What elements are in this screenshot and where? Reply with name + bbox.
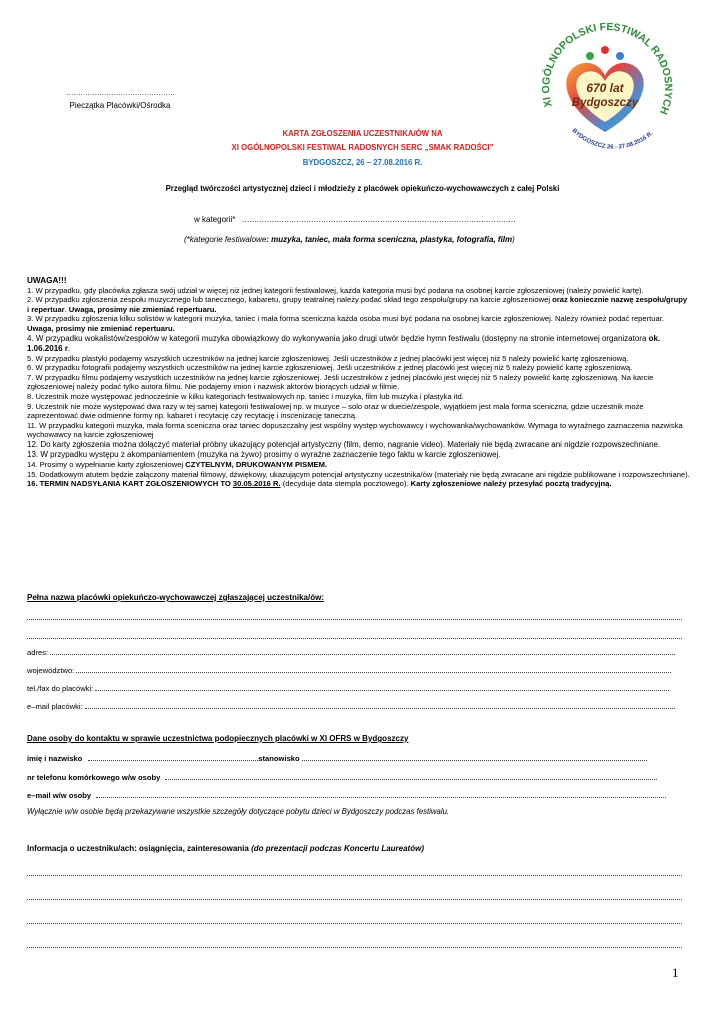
notice-p15: 15. Dodatkowym atutem będzie załączony materiał filmowy, dźwiękowy, ukazującym potencjał artystyczny uczestnika/ów (materiały nie będą zwracane ani nigdzie publikowane i rozpowszechniane). [27, 469, 690, 479]
logo-inner-line2: Bydgoszczy [571, 97, 639, 109]
stamp-block [55, 88, 185, 110]
stamp-dots: ………………………………………. [65, 88, 175, 97]
notice-p12: 12. Do karty zgłoszenia można dołączyć materiał próbny ukazujący potencjał artystyczny (film, demo, nagranie video). Materiały nie będą zwracane ani nigdzie rozpowszechniane. [27, 439, 661, 449]
form-title-line2: XI OGÓLNOPOLSKI FESTIWAL RADOSNYCH SERC „SMAK RADOŚCI” [231, 143, 494, 152]
notice-p11: 11. W przypadku kategorii muzyka, mała forma sceniczna oraz taniec dopuszczalny jest wspólny występ wychowawcy i wychowanka/wychowanków. Wymaga to wyraźnego zaznaczenia nazwiska wychowawcy na karcie zgłoszeniowej [27, 420, 683, 440]
figure-icon [601, 46, 609, 54]
info-line-4[interactable] [27, 947, 682, 948]
notice-p16: 16. TERMIN NADSYŁANIA KART ZGŁOSZENIOWYCH TO 30.05.2016 R. (decyduje data stempla pocztowego). Karty zgłoszeniowe należy przesyłać pocztą tradycyjną. [27, 479, 612, 489]
figure-icon [616, 52, 624, 60]
contact-title: Dane osoby do kontaktu w sprawie uczestnictwa podopiecznych placówki w XI OFRS w Bydgoszczy [27, 734, 409, 743]
institution-email-label: e–mail placówki: [27, 702, 83, 711]
notice-p14: 14. Prosimy o wypełnianie karty zgłoszeniowej CZYTELNYM, DRUKOWANYM PISMEM. [27, 459, 328, 469]
contact-position-label: stanowisko [258, 754, 300, 763]
notice-p4: 4. W przypadku wokalistów/zespołów w kategorii muzyka obowiązkowy do wykonywania jako drugi utwór będzie hymn festiwalu (dostępny na stronie internetowej organizatora ok. 1.06.2016 r. [27, 333, 661, 353]
institution-title: Pełna nazwa placówki opiekuńczo-wychowawczej zgłaszającej uczestnika/ów: [27, 593, 324, 602]
contact-email-label: e–mail w/w osoby [27, 791, 92, 800]
page-number: 1 [672, 965, 679, 980]
contact-name-field[interactable] [27, 754, 682, 763]
address-label: adres: [27, 648, 49, 657]
info-title: Informacja o uczestniku/ach: osiągnięcia, zainteresowania (do prezentacji podczas Koncertu Laureatów) [27, 844, 424, 853]
category-note [184, 235, 515, 244]
form-title-line1: KARTA ZGŁOSZENIA UCZESTNIKA/ÓW NA [282, 129, 443, 138]
contact-name-label: imię i nazwisko [27, 754, 83, 763]
category-field[interactable]: ………………………………………………………………………………………………… [241, 215, 516, 224]
category-note-suffix: ) [512, 235, 515, 244]
notice-title: UWAGA!!! [27, 276, 67, 285]
logo-arc-text: XI OGÓLNOPOLSKI FESTIWAL RADOSNYCH [540, 20, 675, 117]
notice-block [27, 276, 691, 489]
voivodeship-field[interactable] [27, 666, 682, 675]
form-title-line3: BYDGOSZCZ, 26 – 27.08.2016 R. [302, 158, 423, 167]
phone-label: tel./fax do placówki: [27, 684, 94, 693]
notice-p7: 7. W przypadku filmu podajemy wszystkich uczestników na jednej karcie zgłoszeniowej. Jeśli uczestników z jednej placówki jest więcej niż 5 należy powielić kartę zgłoszeniową. Na karcie zgłoszeniowej należy podać tylko autora filmu. Nie podajemy imion i nazwisk aktorów biorących udział w filmie. [27, 372, 654, 392]
institution-email-field[interactable] [27, 702, 682, 711]
contact-email-field[interactable] [27, 791, 682, 800]
logo-inner-line1: 670 lat [586, 81, 624, 95]
notice-p2: 2. W przypadku zgłoszenia zespołu muzycznego lub tanecznego, kabaretu, grupy teatralnej należy podać skład tego zespołu/grupy na karcie zgłoszeniowej oraz koniecznie nazwę zespołu/grupy i repertuar. Uwaga, prosimy nie zmieniać repertuaru. [27, 295, 688, 314]
contact-mobile-field[interactable] [27, 773, 682, 782]
logo-date-text: BYDGOSZCZ 26 - 27.08.2016 R. [570, 127, 655, 149]
info-line-3[interactable] [27, 923, 682, 924]
stamp-label: Pieczątka Placówki/Ośrodka [69, 100, 171, 110]
notice-p6: 6. W przypadku fotografii podajemy wszystkich uczestników na jednej karcie zgłoszeniowej. Jeśli uczestników z jednej placówki jest więcej niż 5 należy powielić kartę zgłoszeniową. [27, 363, 633, 373]
notice-p13: 13. W przypadku występu z akompaniamentem (muzyka na żywo) prosimy o wyraźne zaznaczenie tego faktu w karcie zgłoszeniowej. [27, 449, 501, 459]
notice-p8: 8. Uczestnik może występować jednocześnie w kilku kategoriach festiwalowych np. taniec i muzyka, film lub muzyka i plastyka itd. [27, 391, 464, 401]
notice-p9: 9. Uczestnik nie może występować dwa razy w tej samej kategorii festiwalowej np. w muzyce – solo oraz w duecie/zespole, wyjątkiem jest mała forma sceniczna, gdzie uczestnik może zaprezentować dwie odmienne formy np. kabaret i recytację czy recytację i inscenizację taneczną. [27, 401, 644, 421]
notice-p3: 3. W przypadku zgłoszenia kilku solistów w kategorii muzyka, taniec i mała forma sceniczna każda osoba musi być podana na osobnej karcie zgłoszeniowej. Należy również podać repertuar. Uwaga, prosimy nie zmieniać repertuaru. [27, 314, 664, 333]
info-line-1[interactable] [27, 875, 682, 876]
info-line-2[interactable] [27, 899, 682, 900]
address-field[interactable] [27, 648, 682, 657]
institution-name-line-2[interactable] [27, 638, 682, 639]
figure-icon [586, 52, 594, 60]
review-subtitle: Przegląd twórczości artystycznej dzieci i młodzieży z placówek opiekuńczo-wychowawczych z całej Polski [165, 184, 560, 193]
voivodeship-label: województwo: [27, 666, 75, 675]
contact-mobile-label: nr telefonu komórkowego w/w osoby [27, 773, 161, 782]
institution-name-line-1[interactable] [27, 619, 682, 620]
category-note-list: : muzyka, taniec, mała forma sceniczna, plastyka, fotografia, film [266, 235, 513, 244]
category-note-prefix: (*kategorie festiwalowe [184, 235, 267, 244]
category-row [194, 215, 515, 224]
notice-p1: 1. W przypadku, gdy placówka zgłasza swój udział w więcej niż jednej kategorii festiwalowej, każda kategoria musi być podana na osobnej karcie zgłoszeniowej (należy powielić kartę). [27, 285, 644, 295]
contact-note: Wyłącznie w/w osobie będą przekazywane wszystkie szczegóły dotyczące pobytu dzieci w Bydgoszczy podczas festiwalu. [27, 807, 450, 816]
category-label: w kategorii* [194, 215, 236, 224]
notice-p5: 5. W przypadku plastyki podajemy wszystkich uczestników na jednej karcie zgłoszeniowej. Jeśli uczestników z jednej placówki jest więcej niż 5 należy powielić kartę zgłoszeniową. [27, 353, 629, 363]
phone-field[interactable] [27, 684, 682, 693]
